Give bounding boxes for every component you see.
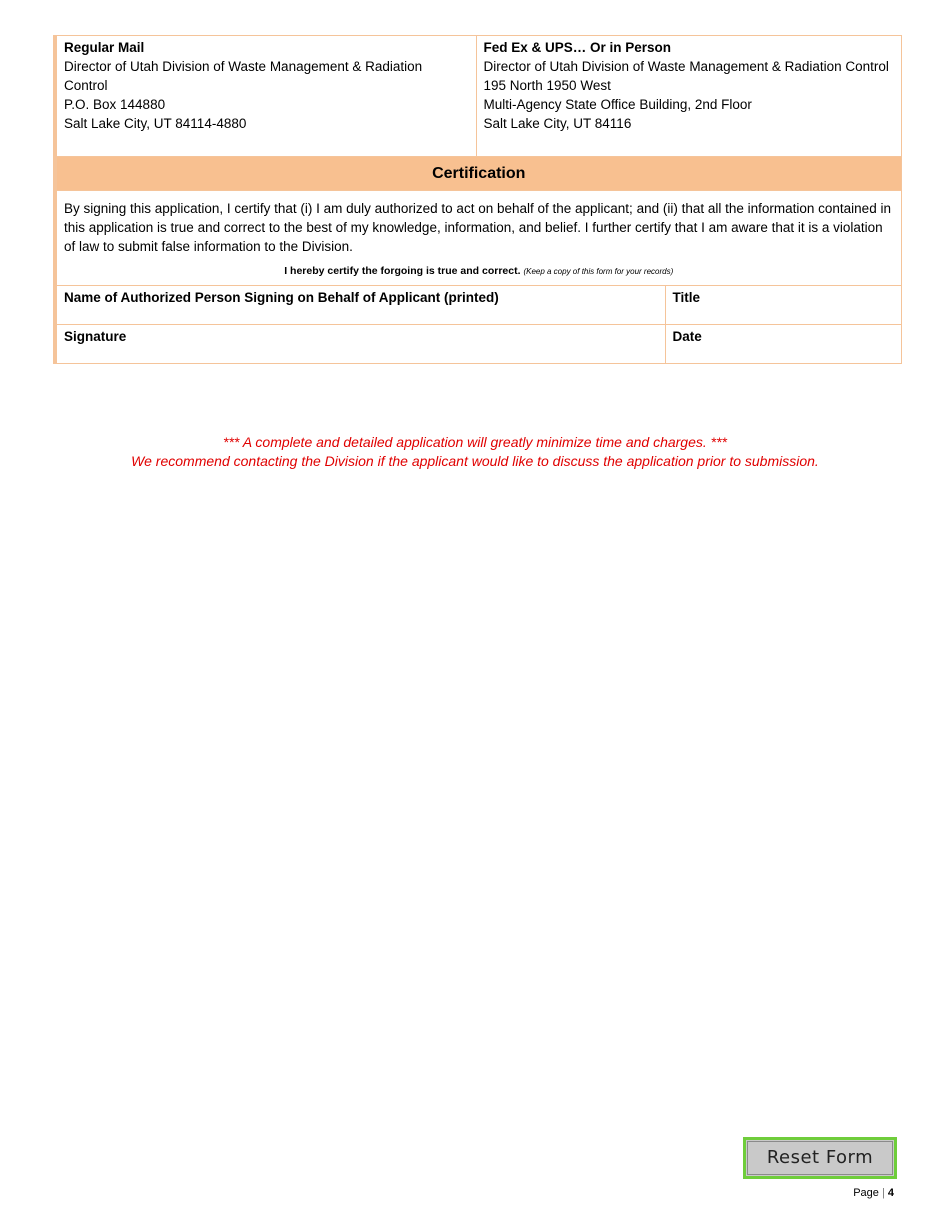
certification-statement-cell xyxy=(55,191,901,286)
certification-statement: By signing this application, I certify that (i) I am duly authorized to act on behalf of the applicant; and (ii) that all the information contained in this application is true and correct to the best of my knowledge, information, and belief. I further certify that I am aware that it is a violation of law to submit false information to the Division. xyxy=(64,201,891,254)
reset-form-button[interactable] xyxy=(743,1137,897,1179)
page-number: 4 xyxy=(887,1187,894,1199)
certification-heading: Certification xyxy=(55,157,901,191)
title-field[interactable] xyxy=(665,286,901,325)
express-mail-heading: Fed Ex & UPS… Or in Person xyxy=(483,40,672,55)
regular-mail-line: P.O. Box 144880 xyxy=(64,97,166,112)
certify-note: (Keep a copy of this form for your records) xyxy=(523,267,674,276)
express-mail-address xyxy=(476,36,901,157)
application-form-table xyxy=(53,35,902,364)
regular-mail-address xyxy=(55,36,476,157)
signature-label: Signature xyxy=(64,329,127,344)
printed-name-label: Name of Authorized Person Signing on Behalf of Applicant (printed) xyxy=(64,290,499,305)
date-label: Date xyxy=(672,329,702,344)
certify-line xyxy=(64,262,894,281)
title-label: Title xyxy=(672,290,701,305)
express-mail-line: Director of Utah Division of Waste Management & Radiation Control xyxy=(483,59,889,74)
notice-line-2: We recommend contacting the Division if the applicant would like to discuss the application prior to submission. xyxy=(131,453,819,469)
certify-text: I hereby certify the forgoing is true and correct. xyxy=(284,265,521,277)
page-label: Page xyxy=(853,1187,879,1199)
regular-mail-line: Director of Utah Division of Waste Management & Radiation Control xyxy=(64,59,423,93)
date-field[interactable] xyxy=(665,325,901,364)
regular-mail-line: Salt Lake City, UT 84114-4880 xyxy=(64,116,247,131)
express-mail-line: Multi-Agency State Office Building, 2nd Floor xyxy=(483,97,752,112)
notice-line-1: *** A complete and detailed application will greatly minimize time and charges. *** xyxy=(223,434,727,450)
page-number-footer xyxy=(853,1184,894,1203)
signature-field[interactable] xyxy=(55,325,665,364)
express-mail-line: Salt Lake City, UT 84116 xyxy=(483,116,632,131)
express-mail-line: 195 North 1950 West xyxy=(483,78,611,93)
submission-notice xyxy=(0,433,950,471)
page-separator: | xyxy=(881,1187,885,1199)
printed-name-field[interactable] xyxy=(55,286,665,325)
reset-form-label: Reset Form xyxy=(747,1141,893,1175)
regular-mail-heading: Regular Mail xyxy=(64,40,145,55)
